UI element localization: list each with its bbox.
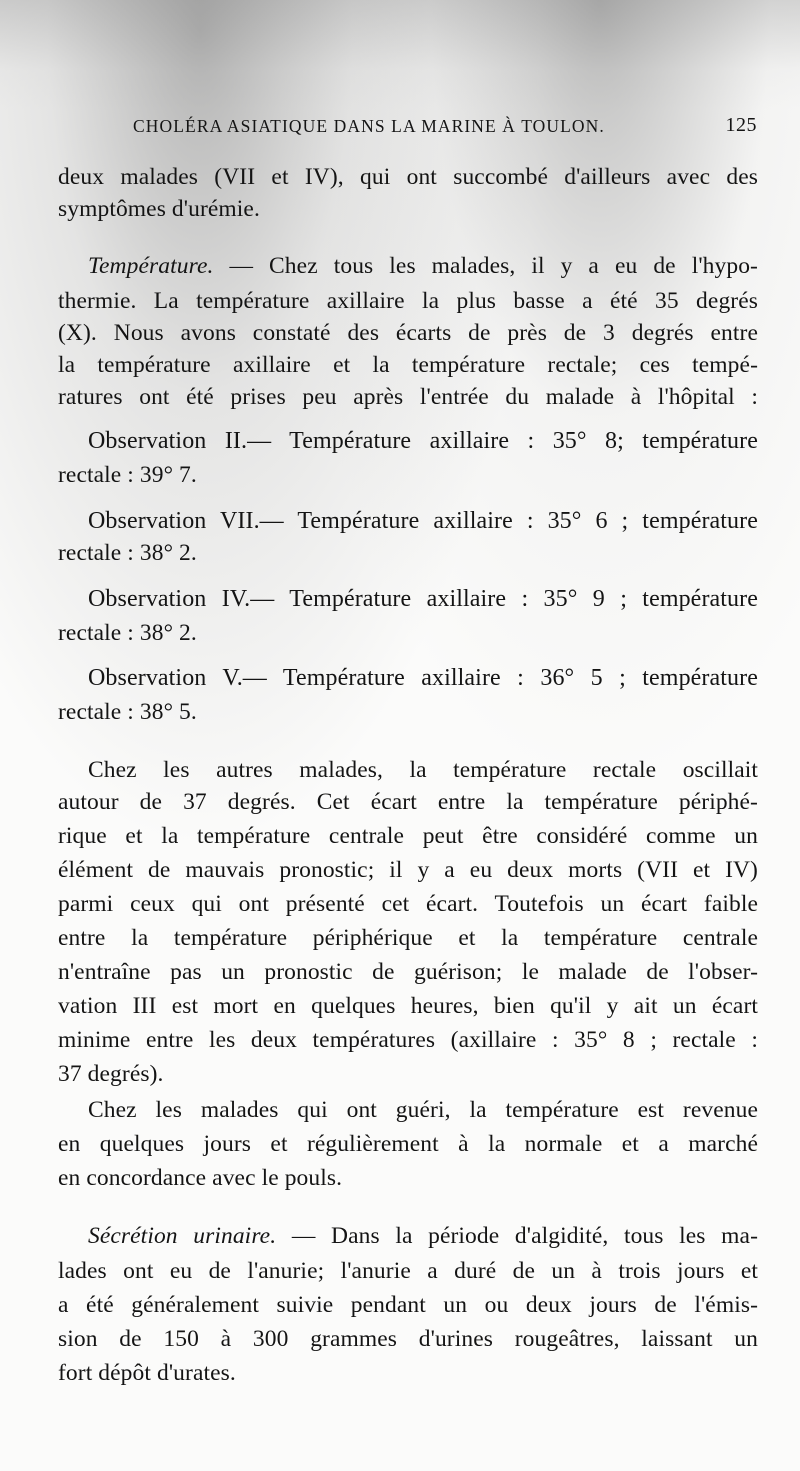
text-line: deux malades (VII et IV), qui ont succombé d'ailleurs avec des <box>58 164 758 190</box>
text-line: vation III est mort en quelques heures, bien qu'il y ait un écart <box>58 993 758 1019</box>
text-line: en concordance avec le pouls. <box>58 1165 343 1191</box>
text-line: fort dépôt d'urates. <box>58 1360 236 1386</box>
observation-line: Observation V.— Température axillaire : 36° 5 ; température <box>88 665 758 691</box>
text-line: rique et la température centrale peut être considéré comme un <box>58 823 758 849</box>
observation-line: Observation VII.— Température axillaire : 35° 6 ; température <box>88 508 758 534</box>
text-line: 37 degrés). <box>58 1061 164 1087</box>
text-line: Chez les autres malades, la température rectale oscillait <box>88 757 758 783</box>
running-header <box>133 116 757 146</box>
text-line: minime entre les deux températures (axillaire : 35° 8 ; rectale : <box>58 1027 758 1053</box>
text-line: n'entraîne pas un pronostic de guérison; le malade de l'obser- <box>58 959 758 985</box>
text-line: élément de mauvais pronostic; il y a eu deux morts (VII et IV) <box>58 857 758 883</box>
section-heading: Température. <box>88 253 214 279</box>
text-line: Chez les malades qui ont guéri, la température est revenue <box>88 1097 758 1123</box>
text-line: la température axillaire et la température rectale; ces tempé- <box>58 352 758 378</box>
text-line: Température. — Chez tous les malades, il y a eu de l'hypo- <box>88 253 758 279</box>
section-temperature-first-line <box>58 250 758 282</box>
text-line: a été généralement suivie pendant un ou deux jours de l'émis- <box>58 1292 758 1318</box>
text-line: parmi ceux qui ont présenté cet écart. Toutefois un écart faible <box>58 891 758 917</box>
observation-line: Observation II.— Température axillaire : 35° 8; température <box>88 428 758 454</box>
text-line: (X). Nous avons constaté des écarts de près de 3 degrés entre <box>58 320 758 346</box>
observation-line: rectale : 38° 2. <box>58 620 197 646</box>
observation-line: Observation IV.— Température axillaire : 35° 9 ; température <box>88 586 758 612</box>
text-line: Sécrétion urinaire. — Dans la période d'algidité, tous les ma- <box>88 1223 758 1249</box>
observation-line: rectale : 38° 5. <box>58 699 197 725</box>
observation-line: rectale : 39° 7. <box>58 462 197 488</box>
text-line: ratures ont été prises peu après l'entrée du malade à l'hôpital : <box>58 384 758 410</box>
text-line: symptômes d'urémie. <box>58 196 260 222</box>
running-title: CHOLÉRA ASIATIQUE DANS LA MARINE À TOULON. <box>133 116 605 136</box>
text-line: autour de 37 degrés. Cet écart entre la température périphé- <box>58 789 758 815</box>
text-line: lades ont eu de l'anurie; l'anurie a duré de un à trois jours et <box>58 1258 758 1284</box>
section-heading: Sécrétion urinaire. <box>88 1223 277 1249</box>
page-number: 125 <box>725 114 757 136</box>
text-line: thermie. La température axillaire la plus basse a été 35 degrés <box>58 288 758 314</box>
observation-line: rectale : 38° 2. <box>58 540 197 566</box>
text-line: entre la température périphérique et la température centrale <box>58 925 758 951</box>
text-line: sion de 150 à 300 grammes d'urines rougeâtres, laissant un <box>58 1326 758 1352</box>
text-line: en quelques jours et régulièrement à la normale et a marché <box>58 1131 758 1157</box>
